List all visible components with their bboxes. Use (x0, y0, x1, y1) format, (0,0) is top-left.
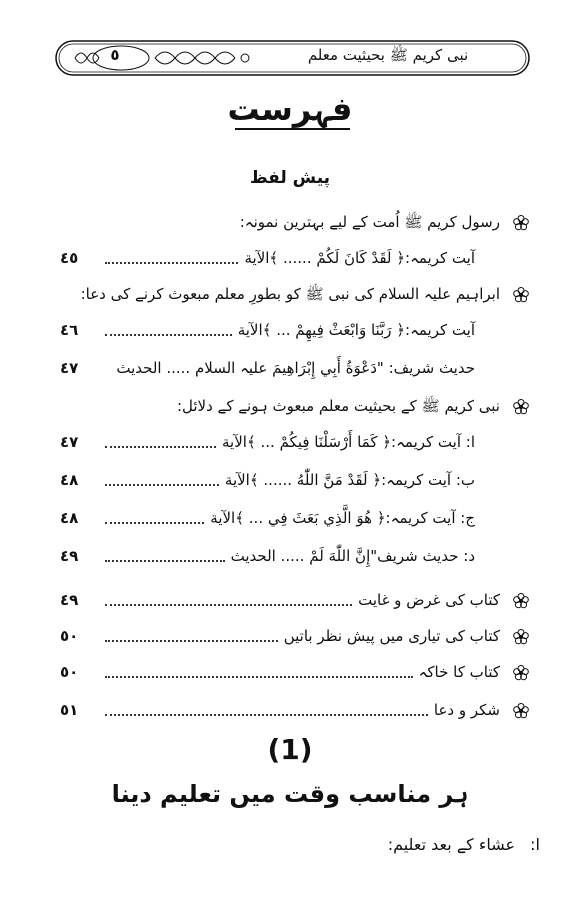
section-label: ا: (530, 835, 540, 854)
toc-page-number: ٥١ (60, 701, 79, 719)
toc-entry-text: د: حدیث شریف"إِنَّ اللّٰهَ لَمْ ..... الحدیث (230, 547, 475, 565)
toc-row (60, 626, 530, 650)
toc-row (60, 590, 530, 614)
toc-entry-text: نبی کریم ﷺ کے بحیثیت معلم مبعوث ہونے کے دلائل: (176, 397, 500, 415)
toc-entry-text: ب: آیت کریمہ:﴿ لَقَدْ مَنَّ اللّٰهُ ...... ﴾الآیة (224, 471, 475, 489)
toc-page-number: ٤٧ (60, 433, 79, 451)
toc-page-number: ٤٧ (60, 359, 79, 377)
dotted-leader (105, 676, 413, 678)
toc-row (60, 320, 530, 344)
toc-row (60, 662, 530, 686)
toc-row (60, 212, 530, 236)
toc-entry-text: آیت کریمہ:﴿ لَقَدْ كَانَ لَكُمْ ...... ﴾الآیة (244, 249, 475, 267)
flower-bullet-icon (512, 628, 530, 646)
section-text: عشاء کے بعد تعلیم: (387, 835, 516, 854)
toc-page-number: ٤٨ (60, 509, 79, 527)
toc-entry-text: ا: آیت کریمہ:﴿ كَمَا أَرْسَلْنَا فِيكُمْ ... ﴾الآیة (222, 433, 475, 451)
toc-page-number: ٤٩ (60, 591, 79, 609)
dotted-leader (105, 334, 232, 336)
flower-bullet-icon (512, 398, 530, 416)
toc-row (60, 248, 530, 272)
toc-entry-text: شکر و دعا (433, 701, 500, 719)
toc-entry-text: کتاب کی غرض و غایت (358, 591, 500, 609)
dotted-leader (105, 484, 219, 486)
flower-bullet-icon (512, 702, 530, 720)
toc-page-number: ٤٥ (60, 249, 79, 267)
toc-row (60, 700, 530, 724)
toc-row (60, 546, 530, 570)
section-heading (388, 835, 540, 854)
toc-entry-text: رسول کریم ﷺ اُمت کے لیے بہترین نمونہ: (239, 213, 500, 231)
toc-entry-text: کتاب کا خاکہ (418, 663, 500, 681)
toc-entry-text: کتاب کی تیاری میں پیش نظر باتیں (283, 627, 500, 645)
toc-page-number: ٤٨ (60, 471, 79, 489)
flower-bullet-icon (512, 664, 530, 682)
dotted-leader (105, 714, 428, 716)
toc-row (60, 284, 530, 308)
toc-entry-text: حدیث شریف: "دَعْوَةُ أَبِي إِبْرَاهِيمَ علیہ السلام ..... الحدیث (116, 359, 475, 377)
toc-entry-text: ج: آیت کریمہ:﴿ هُوَ الَّذِي بَعَثَ فِي ... ﴾الآیة (210, 509, 475, 527)
header-page-number: ٥ (110, 46, 120, 64)
toc-entry-text: آیت کریمہ:﴿ رَبَّنَا وَابْعَثْ فِيهِمْ ... ﴾الآیة (237, 321, 475, 339)
dotted-leader (105, 262, 238, 264)
toc-row (60, 508, 530, 532)
toc-entry-text: ابراہیم علیہ السلام کی نبی ﷺ کو بطورِ معلم مبعوث کرنے کی دعا: (80, 285, 500, 303)
header-running-title: نبی کریم ﷺ بحیثیت معلم (307, 46, 469, 64)
dotted-leader (105, 640, 278, 642)
toc-page-number: ٤٦ (60, 321, 79, 339)
toc-page-number: ٥٠ (60, 627, 79, 645)
toc-page-number: ٥٠ (60, 663, 79, 681)
page-header (55, 40, 530, 76)
toc-row (60, 470, 530, 494)
title-underline (235, 128, 350, 130)
toc-row (60, 358, 530, 382)
toc-page-number: ٤٩ (60, 547, 79, 565)
flower-bullet-icon (512, 286, 530, 304)
dotted-leader (105, 446, 216, 448)
toc-row (60, 432, 530, 456)
dotted-leader (105, 522, 204, 524)
toc-subtitle: پیش لفظ (249, 168, 331, 188)
chapter-title: ہر مناسب وقت میں تعلیم دینا (111, 780, 469, 808)
toc-title: فہرست (227, 90, 353, 128)
dotted-leader (105, 604, 352, 606)
dotted-leader (105, 560, 225, 562)
toc-row (60, 396, 530, 420)
chapter-number: (1) (267, 733, 313, 766)
flower-bullet-icon (512, 214, 530, 232)
flower-bullet-icon (512, 592, 530, 610)
